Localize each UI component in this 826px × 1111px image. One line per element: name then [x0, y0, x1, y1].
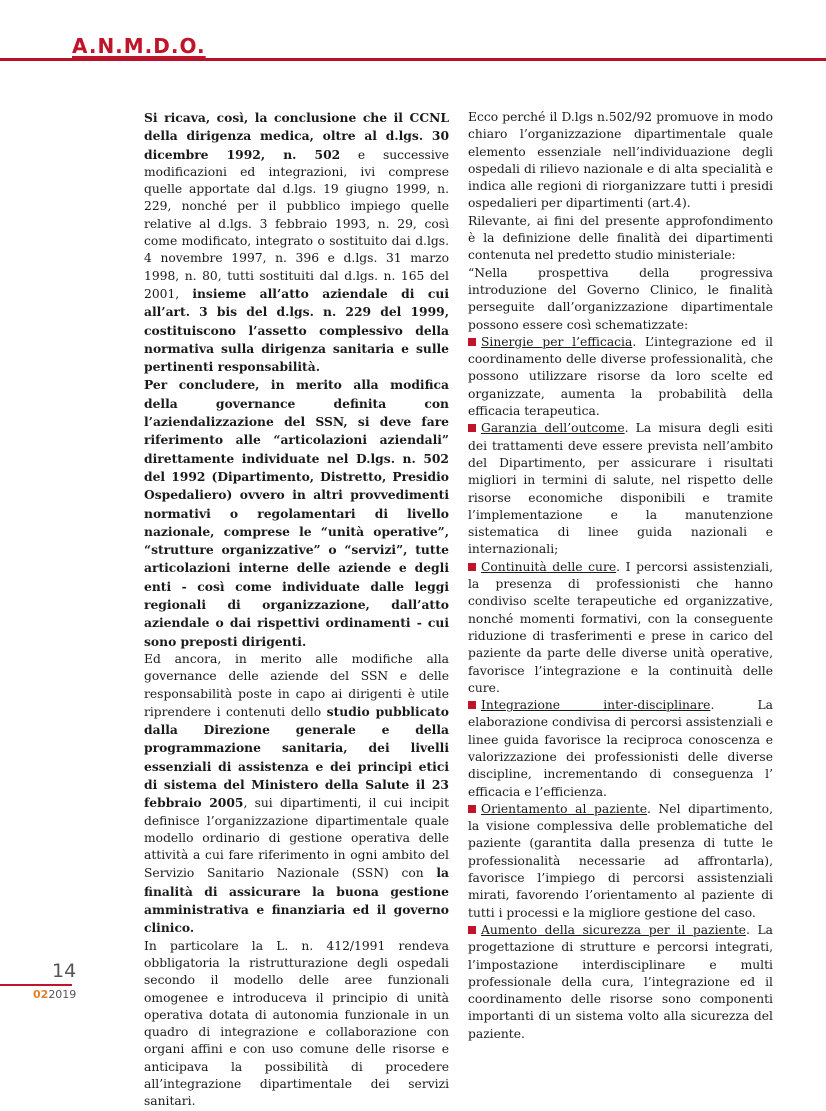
text-run: , sui dipartimenti, il cui incipit definisce l’organizzazione dipartimentale quale modello ordinario di gestione operativa delle attività a cui fare riferimento in ogni ambito del Servizio Sanitario Nazionale (SSN) con — [144, 796, 450, 881]
square-bullet-icon — [468, 701, 476, 709]
bullet-text: . L’integrazione ed il coordinamento delle diverse professionalità, che possono utilizzare risorse da loro scelte ed organizzate, aumenta la probabilità della efficacia terapeutica. — [468, 334, 773, 419]
square-bullet-icon — [468, 926, 476, 934]
issue-label — [33, 988, 76, 1001]
paragraph-4 — [144, 938, 449, 1111]
square-bullet-icon — [468, 338, 476, 346]
text-run: e successive modificazioni ed integrazioni, ivi comprese quelle apportate dal d.lgs. 19 giugno 1999, n. 229, nonché per il pubblico impiego quelle relative al d.lgs. 3 febbraio 1993, n. 29, così come modificato, integrato o sostituito dai d.lgs. 4 novembre 1997, n. 396 e d.lgs. 31 marzo 1998, n. 80, tutti sostituiti dal d.lgs. n. 165 del 2001, — [144, 147, 450, 301]
bullet-item — [468, 559, 773, 697]
bullet-text: . I percorsi assistenziali, la presenza di professionisti che hanno condiviso scelte terapeutiche ed organizzative, nonché momenti formativi, con la conseguente riduzione di trasferimenti e prese in carico del paziente da parte delle diverse unità operative, favorisce l’integrazione e la continuità delle cure. — [468, 559, 773, 695]
left-column — [144, 109, 449, 1111]
issue-year: 2019 — [48, 988, 77, 1001]
issue-number: 02 — [33, 988, 49, 1001]
paragraph-5: Ecco perché il D.lgs n.502/92 promuove in modo chiaro l’organizzazione dipartimentale quale elemento essenziale nell’individuazione degli ospedali di rilievo nazionale e di alta specialità e indica alle regioni di riorganizzare tutti i presidi ospedalieri per dipartimenti (art.4). — [468, 110, 773, 211]
bullet-item — [468, 801, 773, 922]
bullet-title: Continuità delle cure — [481, 559, 617, 574]
text-run: In particolare la L. n. 412/1991 rendeva obbligatoria la ristrutturazione degli ospedali secondo il modello delle aree funzionali omogenee e introduceva il principio di unità operativa dotata di autonomia funzionale in un quadro di integrazione e collaborazione con organi affini e con uso comune delle risorse e anticipava la possibilità di procedere all’integrazione dipartimentale dei servizi sanitari. — [144, 938, 449, 1109]
header-rule — [0, 58, 826, 61]
bullet-item — [468, 922, 773, 1043]
paragraph-2 — [144, 376, 449, 650]
square-bullet-icon — [468, 805, 476, 813]
paragraph-6: Rilevante, ai fini del presente approfondimento è la definizione delle finalità dei dipartimenti contenuta nel predetto studio ministeriale: — [468, 213, 773, 263]
bullet-item — [468, 697, 773, 801]
text-run: la finalità di assicurare la buona gestione amministrativa e finanziaria ed il governo clinico. — [144, 865, 449, 936]
bullet-text: . La progettazione di strutture e percorsi integrati, l’impostazione interdisciplinare e multi professionale della cura, l’integrazione ed il coordinamento delle risorse sono componenti importanti di un sistema volto alla sicurezza del paziente. — [468, 922, 773, 1041]
bullet-title: Orientamento al paziente — [481, 801, 648, 816]
bullet-item — [468, 334, 773, 420]
bullet-text: . La misura degli esiti dei trattamenti deve essere prevista nell’ambito del Dipartimento, per assicurare i risultati migliori in termini di salute, nel rispetto delle risorse economiche disponibili e tramite l’implementazione e la manutenzione sistematica di linee guida nazionali e internazionali; — [468, 421, 773, 557]
bullet-title: Aumento della sicurezza per il paziente — [481, 922, 746, 937]
footer-rule — [0, 984, 72, 986]
paragraph-1 — [144, 109, 449, 376]
bullet-text: . Nel dipartimento, la visione complessiva delle problematiche del paziente (garantita dalla presenza di tutte le professionalità necessarie ad affrontarla), favorisce l’impiego di percorsi assistenziali mirati, favorendo l’orientamento al paziente di tutti i processi e la migliore gestione del caso. — [468, 801, 773, 920]
text-run: Ed ancora, in merito alle modifiche alla governance delle aziende del SSN e delle responsabilità poste in capo ai dirigenti è utile riprendere i contenuti dello — [144, 651, 449, 719]
text-run: studio pubblicato dalla Direzione generale e della programmazione sanitaria, dei livelli essenziali di assistenza e dei principi etici di sistema del Ministero della Salute il 23 febbraio 2005 — [144, 703, 449, 811]
paragraph-3 — [144, 651, 449, 938]
text-run: Per concludere, in merito alla modifica della governance definita con l’aziendalizzazione del SSN, si deve fare riferimento alle “articolazioni aziendali” direttamente individuate nel D.lgs. n. 502 del 1992 (Dipartimento, Distretto, Presidio Ospedaliero) ovvero in altri provvedimenti normativi o regolamentari di livello nazionale, comprese le “unità operative”, “strutture organizzative” o “servizi”, tutte articolazioni interne delle aziende e degli enti - così come individuate dalle leggi regionali di organizzazione, dall’atto aziendale o dai rispettivi ordinamenti - cui sono preposti dirigenti. — [144, 377, 449, 649]
bullet-title: Integrazione inter-disciplinare — [481, 698, 711, 713]
page-number: 14 — [52, 960, 77, 982]
paragraph-7: “Nella prospettiva della progressiva introduzione del Governo Clinico, le finalità perseguite dall’organizzazione dipartimentale possono essere così schematizzate: — [468, 265, 773, 332]
square-bullet-icon — [468, 424, 476, 432]
bullet-title: Garanzia dell’outcome — [481, 421, 625, 436]
text-run: Si ricava, così, la conclusione che il CCNL della dirigenza medica, oltre al d.lgs. 30 dicembre 1992, n. 502 — [144, 110, 449, 162]
square-bullet-icon — [468, 563, 476, 571]
anmdo-logo: A.N.M.D.O. — [72, 34, 206, 58]
right-column — [468, 109, 773, 1043]
bullet-item — [468, 420, 773, 558]
text-run: insieme all’atto aziendale di cui all’art. 3 bis del d.lgs. n. 229 del 1999, costituiscono l’assetto complessivo della normativa sulla dirigenza sanitaria e sulle pertinenti responsabilità. — [144, 285, 449, 375]
bullet-title: Sinergie per l’efficacia — [481, 334, 633, 349]
bullet-text: . La elaborazione condivisa di percorsi assistenziali e linee guida favorisce la reciproca conoscenza e valorizzazione dei professionisti delle diverse discipline, incrementando di conseguenza l’ efficacia e l’efficienza. — [468, 698, 773, 799]
